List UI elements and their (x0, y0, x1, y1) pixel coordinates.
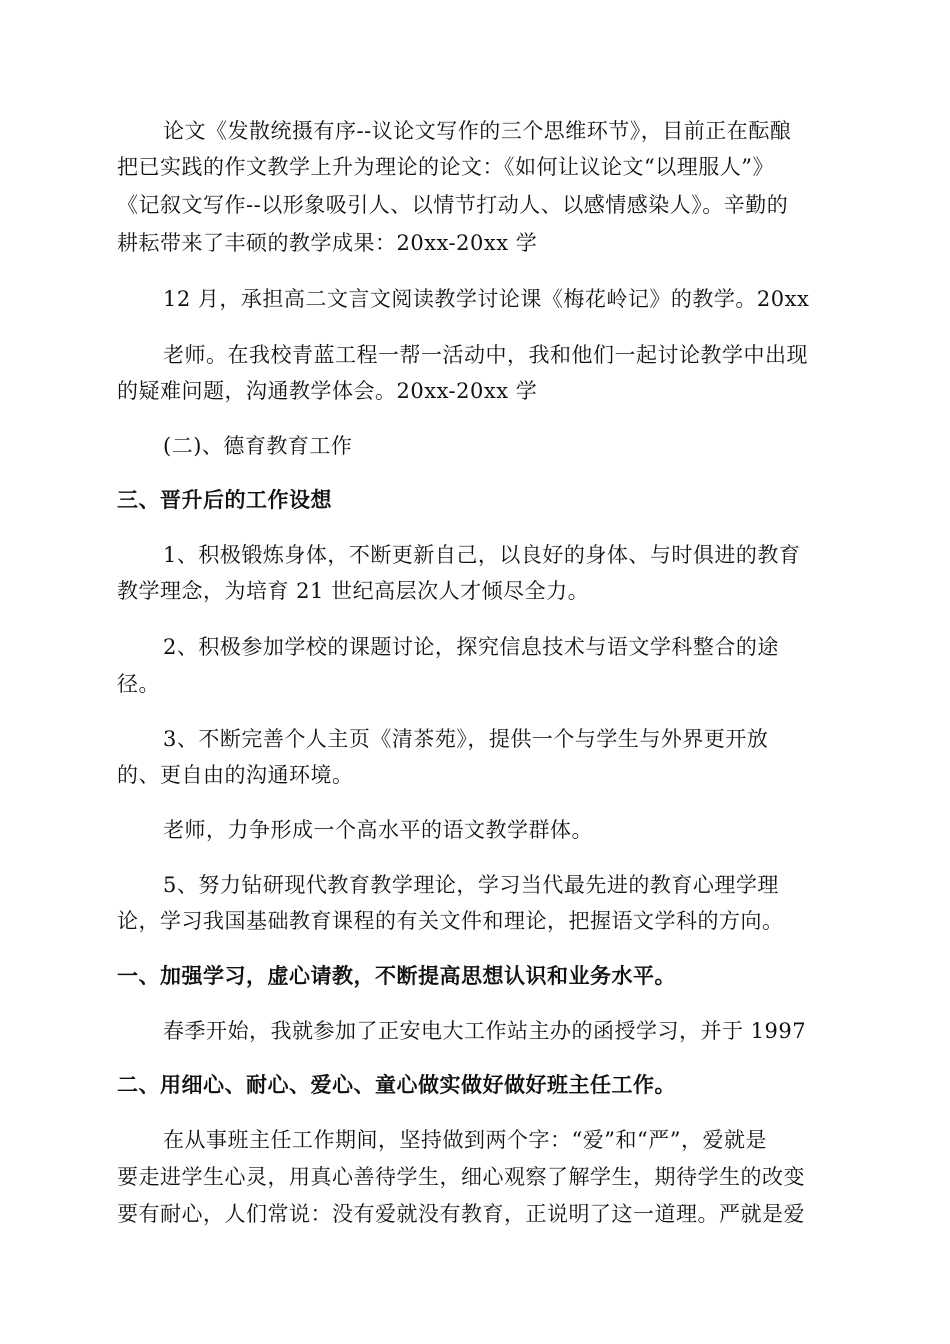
paragraph-line: 2、积极参加学校的课题讨论，探究信息技术与语文学科整合的途 (163, 635, 779, 659)
subsection-heading: (二)、德育教育工作 (163, 434, 353, 458)
paragraph-line: 径。 (117, 672, 160, 696)
paragraph-line: 论，学习我国基础教育课程的有关文件和理论，把握语文学科的方向。 (117, 909, 784, 933)
paragraph-line: 要走进学生心灵，用真心善待学生，细心观察了解学生，期待学生的改变 (117, 1165, 805, 1189)
paragraph-line: 春季开始，我就参加了正安电大工作站主办的函授学习，并于 1997 (163, 1019, 807, 1043)
paragraph-line: 论文《发散统摄有序--议论文写作的三个思维环节》，目前正在酝酿 (163, 119, 792, 143)
paragraph-line: 把已实践的作文教学上升为理论的论文：《如何让议论文“以理服人”》 (117, 155, 774, 179)
paragraph-line: 在从事班主任工作期间，坚持做到两个字：“爱”和“严”，爱就是 (163, 1128, 767, 1152)
paragraph-line: 12 月，承担高二文言文阅读教学讨论课《梅花岭记》的教学。20xx (163, 287, 810, 311)
paragraph-line: 3、不断完善个人主页《清茶苑》，提供一个与学生与外界更开放 (163, 727, 769, 751)
paragraph-line: 要有耐心，人们常说：没有爱就没有教育，正说明了这一道理。严就是爱 (117, 1202, 805, 1226)
paragraph-line: 耕耘带来了丰硕的教学成果：20xx-20xx 学 (117, 231, 538, 255)
paragraph-line: 1、积极锻炼身体，不断更新自己，以良好的身体、与时俱进的教育 (163, 543, 801, 567)
paragraph-line: 5、努力钻研现代教育教学理论，学习当代最先进的教育心理学理 (163, 873, 779, 897)
paragraph-line: 老师。在我校青蓝工程一帮一活动中，我和他们一起讨论教学中出现 (163, 343, 808, 367)
paragraph-line: 的疑难问题，沟通教学体会。20xx-20xx 学 (117, 379, 538, 403)
paragraph-line: 的、更自由的沟通环境。 (117, 763, 354, 787)
paragraph-line: 《记叙文写作--以形象吸引人、以情节打动人、以感情感染人》。辛勤的 (117, 193, 789, 217)
section-heading: 一、加强学习，虚心请教，不断提高思想认识和业务水平。 (117, 963, 676, 988)
section-heading: 三、晋升后的工作设想 (117, 487, 332, 512)
section-heading: 二、用细心、耐心、爱心、童心做实做好做好班主任工作。 (117, 1072, 676, 1097)
paragraph-line: 老师，力争形成一个高水平的语文教学群体。 (163, 818, 593, 842)
paragraph-line: 教学理念，为培育 21 世纪高层次人才倾尽全力。 (117, 579, 590, 603)
